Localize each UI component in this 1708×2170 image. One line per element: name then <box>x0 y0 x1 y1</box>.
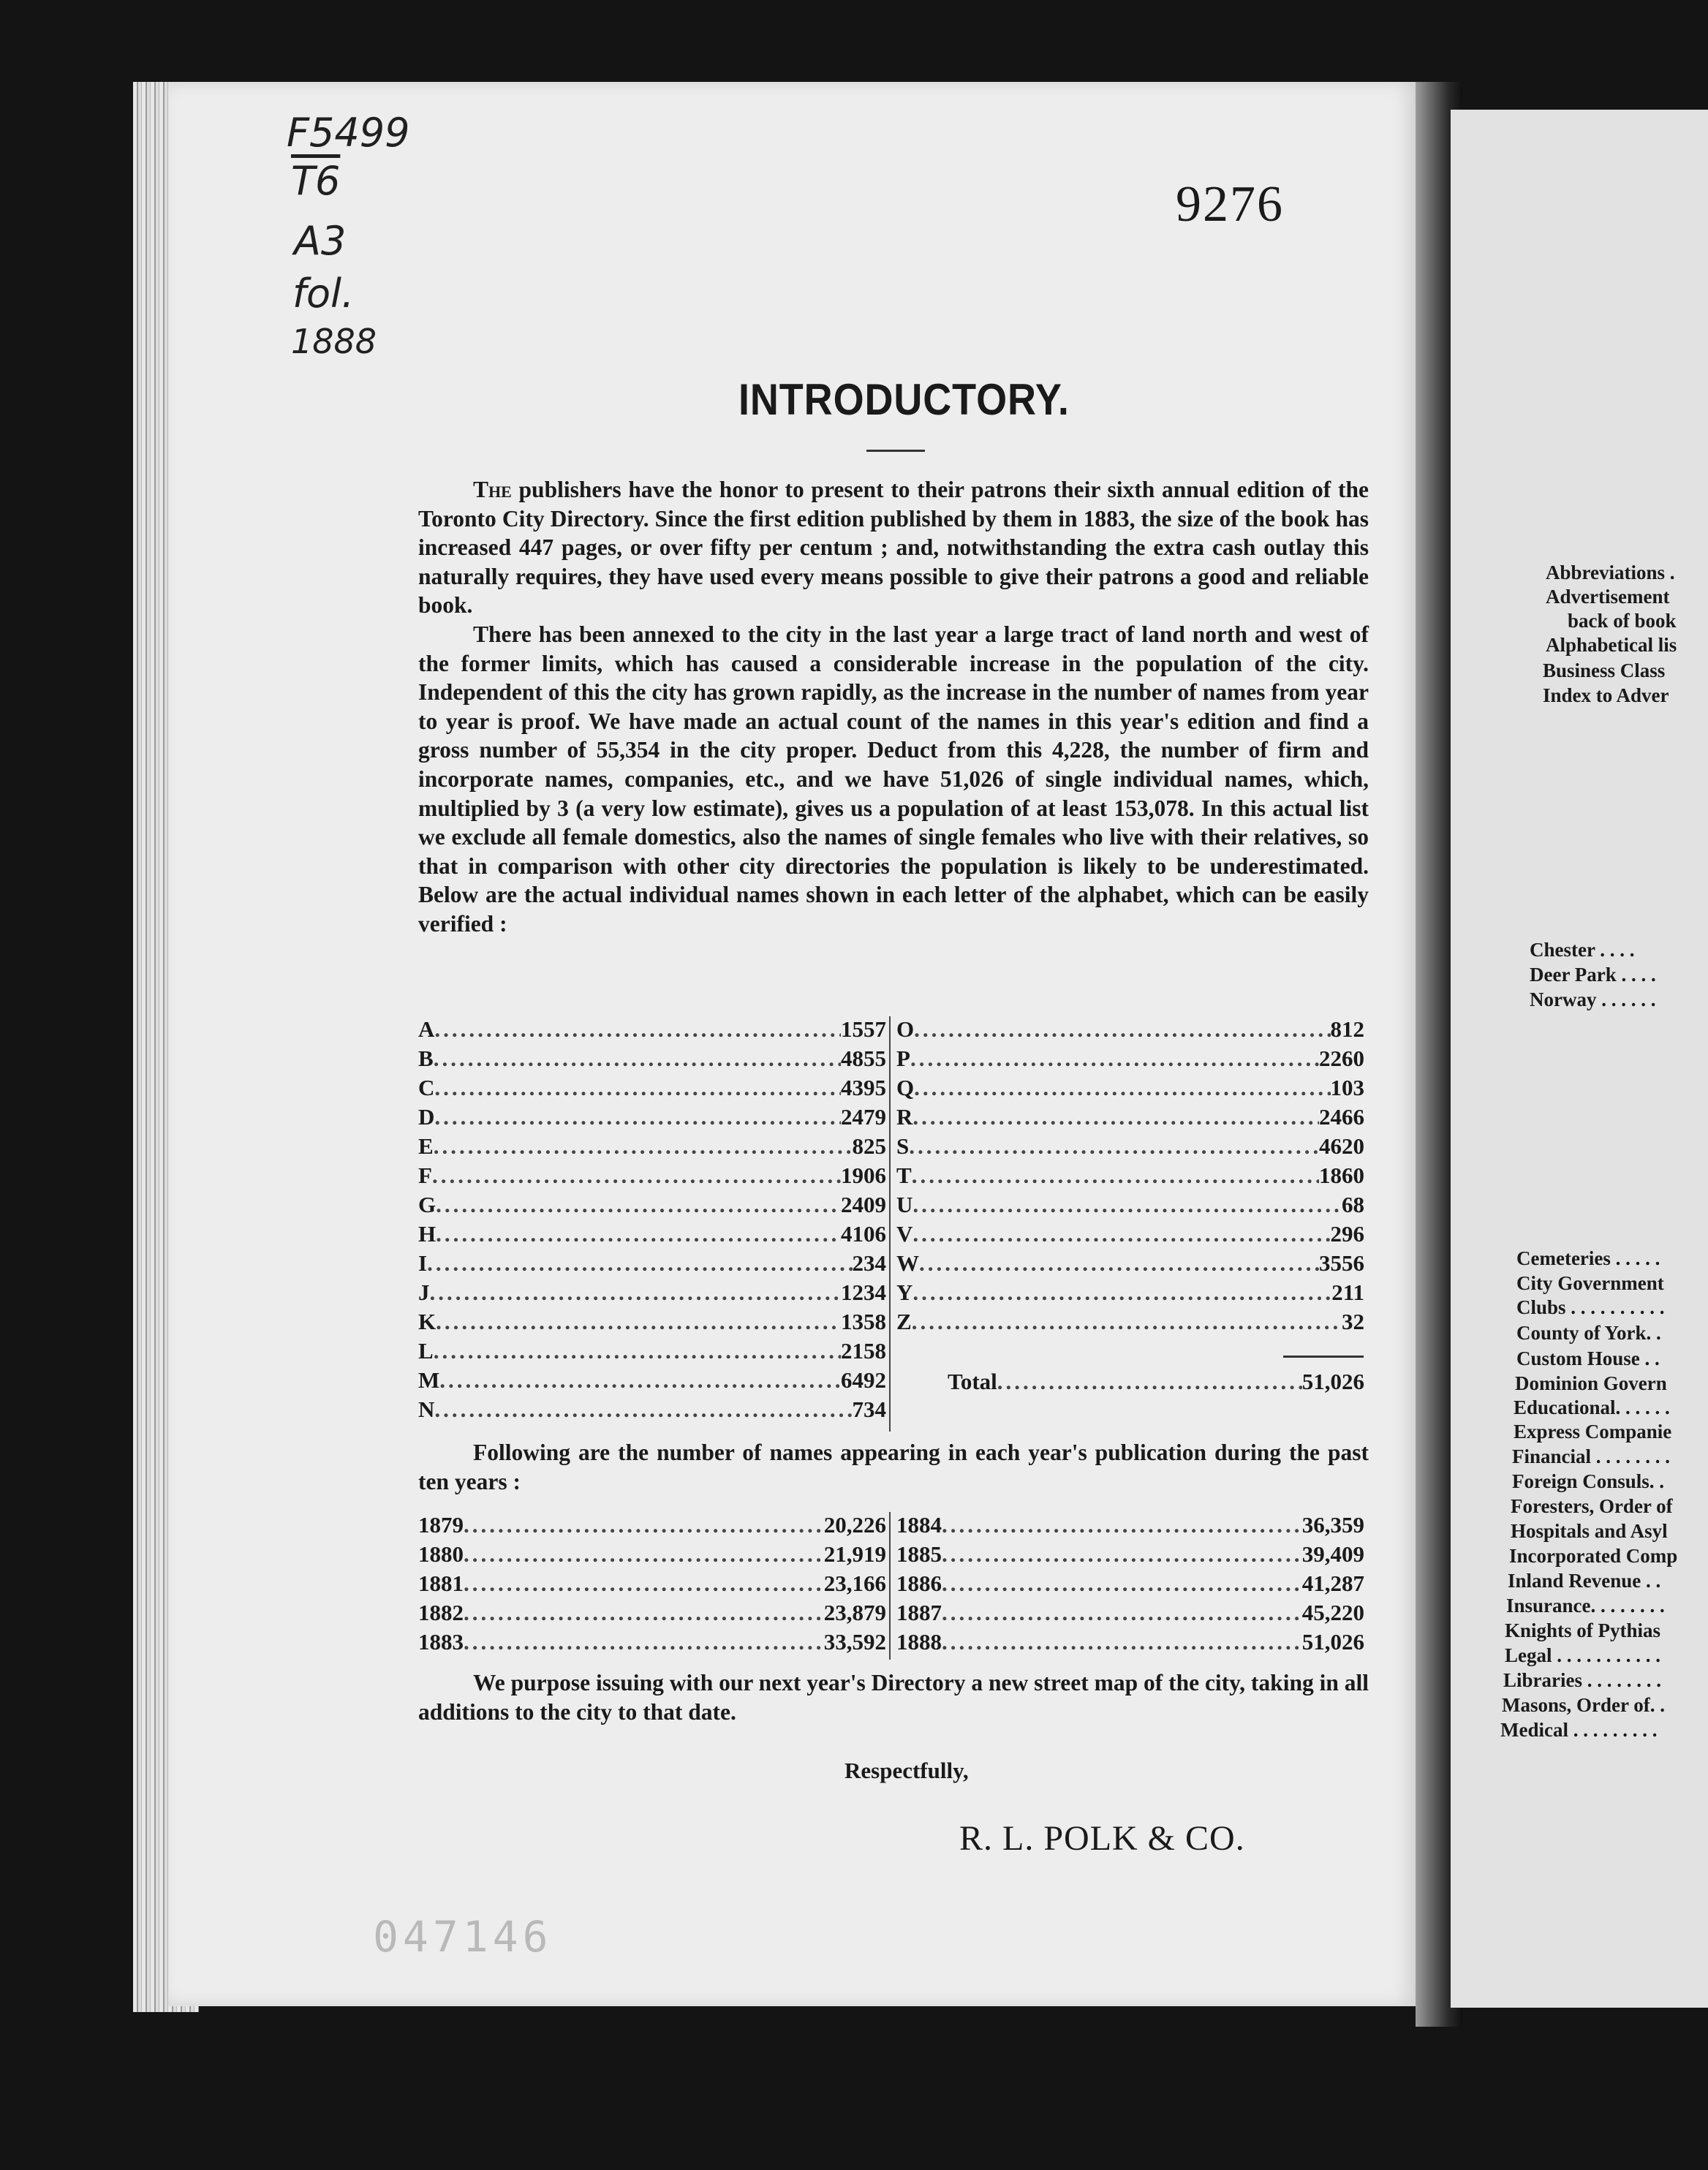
year-row-1887-value: 45,220 <box>1301 1600 1364 1625</box>
letter-row-w-label: W <box>896 1250 919 1276</box>
right-page-entry: Norway . . . . . . <box>1530 988 1656 1010</box>
year-row-1883-label: 1883 <box>418 1629 464 1655</box>
year-row-1887-label: 1887 <box>896 1600 942 1625</box>
letter-row-i-value: 234 <box>852 1250 886 1276</box>
leader-dots <box>912 1221 1330 1247</box>
right-page <box>1451 110 1708 2008</box>
total-rule <box>1283 1356 1364 1358</box>
letter-row-v-value: 296 <box>1330 1221 1364 1247</box>
letter-row-o <box>896 1016 1364 1046</box>
paragraph-1 <box>418 475 1369 620</box>
letter-row-m-value: 6492 <box>841 1367 886 1393</box>
year-row-1882-label: 1882 <box>418 1600 464 1625</box>
year-row-1884-label: 1884 <box>896 1512 942 1538</box>
year-row-1880-label: 1880 <box>418 1541 464 1567</box>
right-page-entry: Legal . . . . . . . . . . . <box>1505 1644 1660 1666</box>
leader-dots <box>912 1162 1319 1189</box>
right-page-entry: Dominion Govern <box>1515 1372 1667 1394</box>
right-page-entry: Incorporated Comp <box>1509 1545 1678 1567</box>
leader-dots <box>430 1279 842 1306</box>
handwritten-note-1: F5499 <box>287 110 410 156</box>
letter-row-c <box>418 1075 886 1104</box>
letter-row-a <box>418 1016 886 1046</box>
letter-row-u <box>896 1192 1364 1221</box>
right-page-entry: Foreign Consuls. . <box>1512 1470 1665 1492</box>
letter-row-z <box>896 1309 1364 1338</box>
right-page-entry: Medical . . . . . . . . . <box>1500 1719 1658 1741</box>
letter-row-g <box>418 1192 886 1221</box>
leader-dots <box>464 1629 824 1655</box>
leader-dots <box>436 1221 841 1247</box>
year-row-1883 <box>418 1629 886 1658</box>
year-row-1882 <box>418 1600 886 1629</box>
year-row-1887 <box>896 1600 1364 1629</box>
letter-row-v-label: V <box>896 1221 913 1247</box>
title-rule <box>866 450 925 452</box>
leader-dots <box>912 1309 1342 1335</box>
leader-dots <box>464 1512 824 1538</box>
right-page-entry: Educational. . . . . . <box>1514 1396 1670 1418</box>
letter-row-t <box>896 1162 1364 1192</box>
letter-row-r-value: 2466 <box>1319 1104 1364 1130</box>
leader-dots <box>912 1104 1319 1130</box>
right-page-entry: County of York. . <box>1516 1322 1661 1344</box>
letter-row-g-value: 2409 <box>841 1192 886 1217</box>
leader-dots <box>436 1192 841 1218</box>
closing-salutation: Respectfully, <box>844 1758 969 1783</box>
letter-row-p-label: P <box>896 1046 910 1071</box>
letter-row-p <box>896 1046 1364 1075</box>
leader-dots <box>464 1570 824 1597</box>
right-page-entry: Foresters, Order of <box>1511 1495 1673 1517</box>
letter-row-h <box>418 1221 886 1250</box>
letter-row-o-value: 812 <box>1330 1016 1364 1042</box>
letter-row-i-label: I <box>418 1250 428 1276</box>
letter-row-y-label: Y <box>896 1279 913 1305</box>
letter-row-s-value: 4620 <box>1319 1133 1364 1159</box>
letter-row-r <box>896 1104 1364 1133</box>
page-number: 9276 <box>1176 176 1284 232</box>
letter-row-e-value: 825 <box>852 1133 886 1159</box>
letter-row-e <box>418 1133 886 1162</box>
letter-row-s <box>896 1133 1364 1162</box>
right-page-entry: Index to Adver <box>1543 684 1669 706</box>
leader-dots <box>434 1396 852 1423</box>
letter-row-q <box>896 1075 1364 1104</box>
letter-row-q-label: Q <box>896 1075 915 1100</box>
year-row-1880 <box>418 1541 886 1570</box>
leader-dots <box>942 1570 1302 1597</box>
letter-row-z-label: Z <box>896 1309 912 1334</box>
letter-row-m-label: M <box>418 1367 440 1393</box>
paragraph-3-block <box>418 1438 1369 1496</box>
right-page-entry: Alphabetical lis <box>1546 634 1677 656</box>
paragraph-2: There has been annexed to the city in the last year a large tract of land north and west of the former limits, which has caused a considerable increase in the population of the city. Independent of this the city has grown rapidly, as the increase in the number of names from year to year is proof. We have made an actual count of the names in this year's edition and find a gross number of 55,354 in the city proper. Deduct from this 4,228, the number of firm and incorporate names, companies, etc., and we have 51,026 of single individual names, which, multiplied by 3 (a very low estimate), gives us a population of at least 153,078. In this actual list we exclude all female domestics, also the names of single females who live with their relatives, so that in comparison with other city directories the population is likely to be underestimated. Below are the actual individual names shown in each letter of the alphabet, which can be easily verified : <box>418 621 1369 937</box>
leader-dots <box>436 1309 841 1335</box>
letter-row-b-label: B <box>418 1046 434 1071</box>
letter-row-j <box>418 1279 886 1309</box>
letter-row-q-value: 103 <box>1330 1075 1364 1100</box>
letter-row-n-value: 734 <box>852 1396 886 1422</box>
letter-row-b <box>418 1046 886 1075</box>
paragraph-1-text: publishers have the honor to present to their patrons their sixth annual edition of the Toronto City Directory. Since the first edition published by them in 1883, the size of the book has increased 447 pages, or over fifty per centum ; and, notwithstanding the extra cash outlay this naturally requires, they have used every means possible to give their patrons a good and reliable book. <box>418 477 1369 619</box>
right-page-entry: Financial . . . . . . . . <box>1512 1445 1671 1467</box>
year-row-1885-label: 1885 <box>896 1541 942 1567</box>
letter-row-t-label: T <box>896 1162 912 1188</box>
handwritten-note-5: 1888 <box>291 322 377 361</box>
years-divider <box>889 1512 891 1660</box>
right-page-entry: Inland Revenue . . <box>1508 1570 1661 1592</box>
page-title: INTRODUCTORY. <box>738 375 1070 424</box>
leader-dots <box>434 1075 841 1101</box>
total-value: 51,026 <box>1301 1369 1364 1394</box>
leader-dots <box>942 1541 1302 1568</box>
leader-dots <box>427 1250 852 1277</box>
letter-row-s-label: S <box>896 1133 910 1159</box>
leader-dots <box>919 1250 1319 1277</box>
handwritten-note-3: A3 <box>294 218 347 264</box>
year-row-1882-value: 23,879 <box>823 1600 886 1625</box>
letter-row-e-label: E <box>418 1133 434 1159</box>
leader-dots <box>914 1075 1330 1101</box>
letter-row-w-value: 3556 <box>1319 1250 1364 1276</box>
right-page-entry: City Government <box>1516 1272 1664 1294</box>
year-row-1883-value: 33,592 <box>823 1629 886 1655</box>
paragraph-3: Following are the number of names appearing in each year's publication during the past ten years : <box>418 1440 1369 1494</box>
handwritten-note-4: fol. <box>292 271 355 317</box>
leader-dots <box>439 1367 841 1394</box>
letter-row-j-value: 1234 <box>841 1279 886 1305</box>
letter-row-l-value: 2158 <box>841 1338 886 1364</box>
year-row-1881-label: 1881 <box>418 1570 464 1596</box>
intro-text <box>418 475 1369 939</box>
right-page-entry: Deer Park . . . . <box>1530 964 1656 986</box>
paragraph-4: We purpose issuing with our next year's Directory a new street map of the city, taking in all additions to the city to that date. <box>418 1670 1369 1725</box>
letter-row-n <box>418 1396 886 1426</box>
letter-row-u-value: 68 <box>1342 1192 1364 1217</box>
letter-row-v <box>896 1221 1364 1250</box>
leader-dots <box>434 1338 841 1364</box>
leader-dots <box>942 1629 1302 1655</box>
leader-dots <box>914 1016 1330 1043</box>
year-row-1879-value: 20,226 <box>823 1512 886 1538</box>
letter-row-b-value: 4855 <box>841 1046 886 1071</box>
letter-row-a-value: 1557 <box>841 1016 886 1042</box>
table-divider <box>889 1016 891 1432</box>
letter-row-j-label: J <box>418 1279 430 1305</box>
letter-row-y <box>896 1279 1364 1309</box>
letter-row-h-label: H <box>418 1221 437 1247</box>
right-page-entry: Abbreviations . <box>1546 562 1675 583</box>
right-page-entry: Knights of Pythias <box>1505 1619 1661 1641</box>
letter-row-m <box>418 1367 886 1396</box>
year-row-1884-value: 36,359 <box>1301 1512 1364 1538</box>
year-row-1888-value: 51,026 <box>1301 1629 1364 1655</box>
right-page-entry: Hospitals and Asyl <box>1511 1520 1668 1542</box>
year-row-1881 <box>418 1570 886 1600</box>
letter-row-k <box>418 1309 886 1338</box>
year-row-1886 <box>896 1570 1364 1600</box>
leader-dots <box>464 1541 824 1568</box>
letter-row-g-label: G <box>418 1192 437 1217</box>
leader-dots <box>912 1279 1331 1306</box>
accession-stamp: 047146 <box>373 1912 553 1962</box>
letter-row-w <box>896 1250 1364 1279</box>
signature: R. L. POLK & CO. <box>959 1819 1245 1858</box>
right-page-entry: Business Class <box>1543 659 1666 681</box>
right-page-entry: Chester . . . . <box>1530 939 1635 961</box>
letter-row-h-value: 4106 <box>841 1221 886 1247</box>
right-page-entry: Clubs . . . . . . . . . . <box>1516 1296 1665 1318</box>
letter-row-i <box>418 1250 886 1279</box>
letter-row-k-label: K <box>418 1309 437 1334</box>
right-page-entry: Express Companie <box>1514 1421 1672 1443</box>
closing-text <box>418 1668 1369 1726</box>
year-row-1888-label: 1888 <box>896 1629 942 1655</box>
total-row <box>948 1369 1364 1398</box>
lead-word: The <box>473 477 512 502</box>
leader-dots <box>434 1104 841 1130</box>
right-page-entry: Insurance. . . . . . . . <box>1506 1595 1665 1617</box>
right-page-entry: Masons, Order of. . <box>1502 1694 1665 1716</box>
letter-row-d <box>418 1104 886 1133</box>
year-row-1881-value: 23,166 <box>823 1570 886 1596</box>
right-page-entry: Cemeteries . . . . . <box>1516 1247 1660 1269</box>
year-row-1885 <box>896 1541 1364 1570</box>
letter-row-y-value: 211 <box>1331 1279 1364 1305</box>
letter-row-d-label: D <box>418 1104 435 1130</box>
leader-dots <box>464 1600 824 1626</box>
year-row-1886-value: 41,287 <box>1301 1570 1364 1596</box>
letter-row-c-label: C <box>418 1075 435 1100</box>
leader-dots <box>942 1512 1302 1538</box>
right-page-entry: Libraries . . . . . . . . <box>1503 1669 1661 1691</box>
year-row-1880-value: 21,919 <box>823 1541 886 1567</box>
letter-row-a-label: A <box>418 1016 435 1042</box>
year-row-1879-label: 1879 <box>418 1512 464 1538</box>
year-row-1884 <box>896 1512 1364 1541</box>
leader-dots <box>432 1162 841 1189</box>
letter-row-f <box>418 1162 886 1192</box>
leader-dots <box>434 1133 853 1160</box>
year-row-1886-label: 1886 <box>896 1570 942 1596</box>
right-page-entry: back of book <box>1568 610 1677 632</box>
letter-row-n-label: N <box>418 1396 435 1422</box>
letter-row-l-label: L <box>418 1338 434 1364</box>
leader-dots <box>434 1046 841 1072</box>
year-row-1888 <box>896 1629 1364 1658</box>
letter-row-p-value: 2260 <box>1319 1046 1364 1071</box>
year-row-1879 <box>418 1512 886 1541</box>
letter-row-u-label: U <box>896 1192 913 1217</box>
leader-dots <box>909 1133 1319 1160</box>
leader-dots <box>910 1046 1319 1072</box>
leader-dots <box>997 1369 1302 1395</box>
right-page-entry: Advertisement <box>1546 586 1670 608</box>
leader-dots <box>912 1192 1342 1218</box>
year-row-1885-value: 39,409 <box>1301 1541 1364 1567</box>
right-page-entry: Custom House . . <box>1516 1347 1660 1369</box>
handwritten-note-2: T6 <box>291 158 341 204</box>
letter-row-l <box>418 1338 886 1367</box>
letter-row-k-value: 1358 <box>841 1309 886 1334</box>
letter-row-d-value: 2479 <box>841 1104 886 1130</box>
letter-row-c-value: 4395 <box>841 1075 886 1100</box>
total-label: Total <box>948 1369 997 1394</box>
letter-row-r-label: R <box>896 1104 913 1130</box>
letter-row-f-label: F <box>418 1162 432 1188</box>
letter-row-t-value: 1860 <box>1319 1162 1364 1188</box>
letter-row-z-value: 32 <box>1342 1309 1364 1334</box>
letter-row-f-value: 1906 <box>841 1162 886 1188</box>
leader-dots <box>942 1600 1302 1626</box>
leader-dots <box>434 1016 841 1043</box>
letter-row-o-label: O <box>896 1016 915 1042</box>
